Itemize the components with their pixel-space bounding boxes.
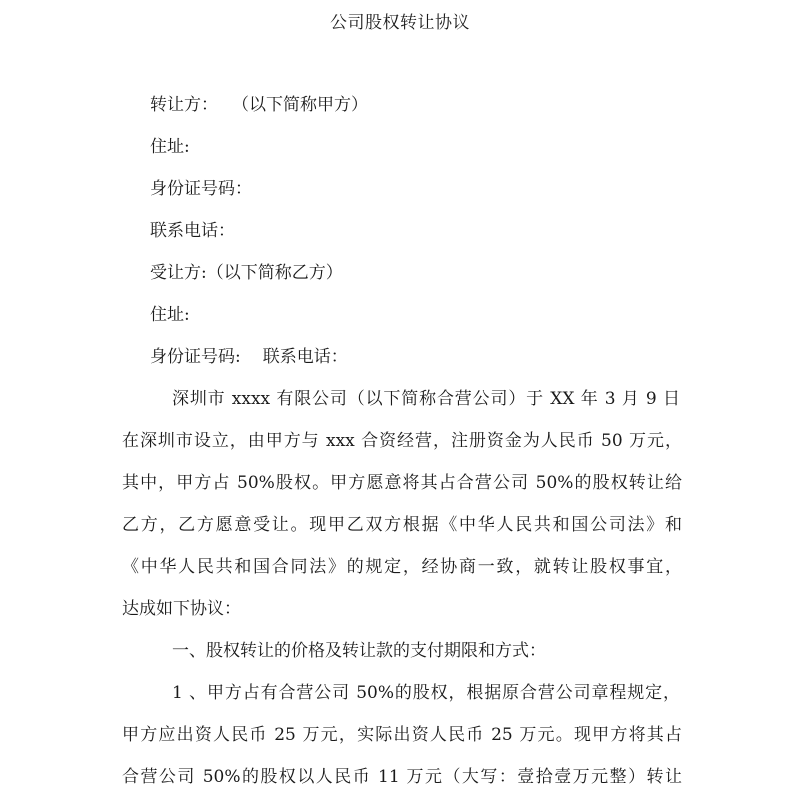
clause-line: 1 、甲方占有合营公司 50%的股权，根据原合营公司章程规定， [172, 683, 680, 703]
transferee-line [150, 258, 343, 283]
preamble-line: 深圳市 xxxx 有限公司（以下简称合营公司）于 XX 年 3 月 9 日 [172, 389, 680, 409]
transferor-label: 转让方： [150, 95, 218, 115]
preamble-line: 达成如下协议： [122, 599, 241, 619]
preamble-line: 其中，甲方占 50%股权。甲方愿意将其占合营公司 50%的股权转让给 [122, 473, 682, 493]
clause-line: 合营公司 50%的股权以人民币 11 万元（大写：壹拾壹万元整）转让 [122, 767, 682, 787]
transferor-line [150, 90, 368, 115]
transferee-phone: 联系电话： [262, 347, 348, 367]
section-heading: 一、股权转让的价格及转让款的支付期限和方式： [172, 641, 546, 661]
transferor-phone: 联系电话： [150, 221, 235, 241]
transferee-id: 身份证号码: [150, 347, 241, 367]
transferor-address: 住址: [150, 137, 190, 157]
clause-line: 甲方应出资人民币 25 万元，实际出资人民币 25 万元。现甲方将其占 [122, 725, 682, 745]
transferee-label: 受让方: [150, 263, 207, 283]
transferee-alias: （以下简称乙方） [206, 263, 343, 283]
document-title: 公司股权转让协议 [330, 13, 470, 33]
transferor-alias: （以下简称甲方） [232, 95, 368, 115]
transferee-id-phone-line [150, 342, 348, 367]
transferor-id: 身份证号码： [150, 179, 252, 199]
preamble-line: 乙方，乙方愿意受让。现甲乙双方根据《中华人民共和国公司法》和 [122, 515, 682, 535]
preamble-line: 《中华人民共和国合同法》的规定，经协商一致，就转让股权事宜， [122, 557, 682, 577]
preamble-line: 在深圳市设立，由甲方与 xxx 合资经营，注册资金为人民币 50 万元， [122, 431, 682, 451]
transferee-address: 住址: [150, 305, 190, 325]
